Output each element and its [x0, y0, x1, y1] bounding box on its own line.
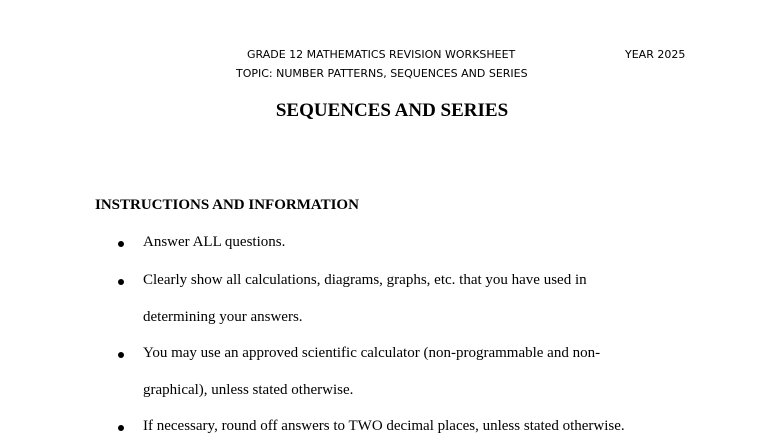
- list-item-text-continued: determining your answers.: [143, 309, 303, 325]
- instructions-heading: INSTRUCTIONS AND INFORMATION: [95, 197, 359, 213]
- list-item-text: If necessary, round off answers to TWO decimal places, unless stated otherwise.: [143, 418, 625, 434]
- bullet-icon: [118, 352, 124, 358]
- worksheet-topic: TOPIC: NUMBER PATTERNS, SEQUENCES AND SERIES: [236, 67, 528, 80]
- page-title: SEQUENCES AND SERIES: [275, 100, 509, 121]
- list-item-text: You may use an approved scientific calculator (non-programmable and non-: [143, 345, 601, 361]
- worksheet-title: GRADE 12 MATHEMATICS REVISION WORKSHEET: [247, 48, 516, 61]
- list-item-text: Clearly show all calculations, diagrams, graphs, etc. that you have used in: [143, 272, 587, 288]
- bullet-icon: [118, 279, 124, 285]
- worksheet-year: YEAR 2025: [625, 48, 686, 61]
- list-item-text-continued: graphical), unless stated otherwise.: [143, 382, 354, 398]
- bullet-icon: [118, 241, 124, 247]
- bullet-icon: [118, 425, 124, 431]
- list-item-text: Answer ALL questions.: [143, 234, 286, 250]
